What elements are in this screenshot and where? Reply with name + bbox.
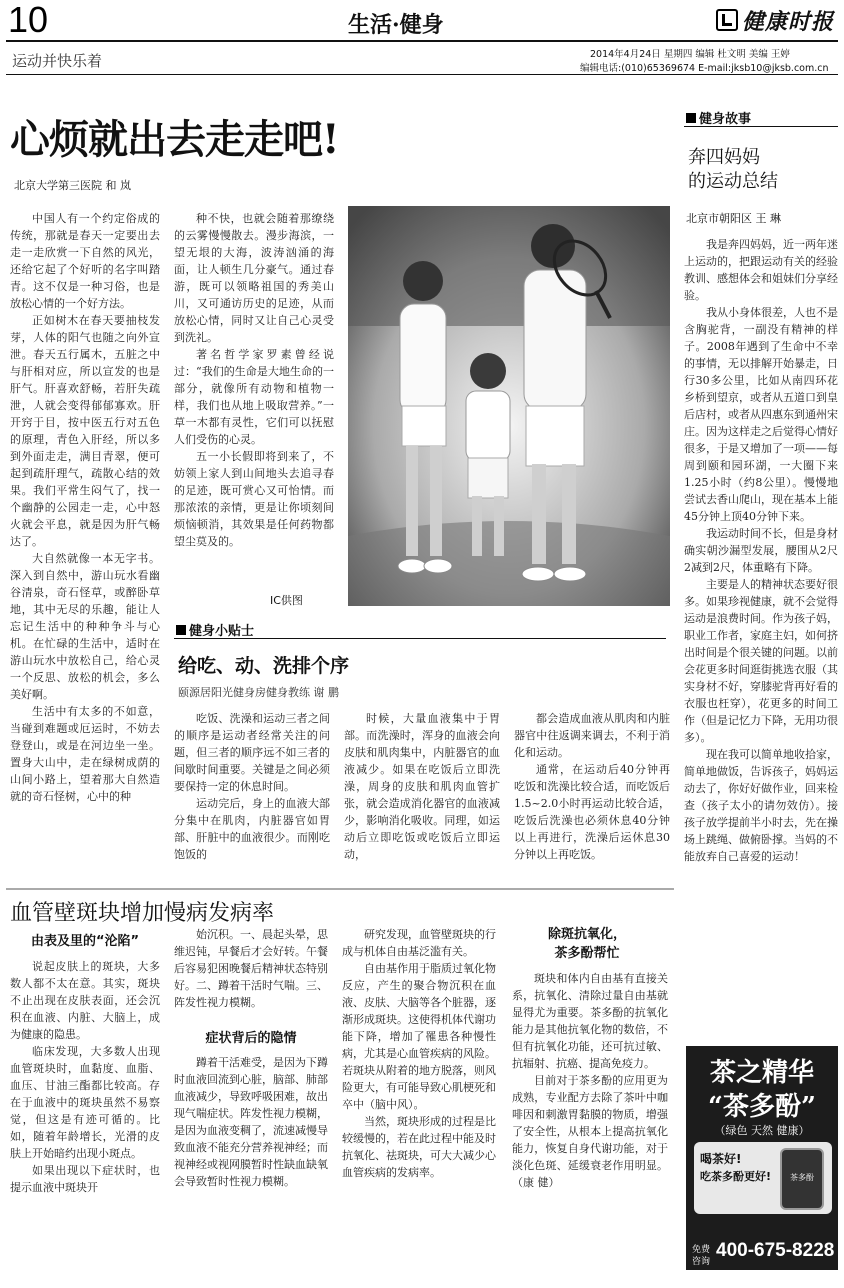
story-label-text: 健身故事 (699, 112, 752, 127)
story-body (684, 236, 838, 1042)
paragraph: 始沉积。一、晨起头晕，思维迟钝，早餐后才会好转。午餐后容易犯困晚餐后精神状态特别好。二、蹲着干活时气喘。三、阵发性视力模糊。 (174, 928, 328, 1009)
paragraph: 时候，大量血液集中于胃部。而洗澡时，浑身的血液会向皮肤和肌肉集中，内脏器官的血液减少。如果在吃饭后立即洗澡，周身的皮肤和肌肉血管扩张，就会造成消化器官的血液减少，影响消化吸收。同理，如运动后立即吃饭或吃饭后立即运动， (344, 712, 500, 861)
family-photo (348, 206, 670, 606)
ad-product: “茶多酚” (708, 1092, 816, 1122)
ad-phone[interactable]: 400-675-8228 (716, 1240, 835, 1261)
header-rule (6, 40, 838, 42)
paragraph: 临床发现，大多数人出现血管斑块时，血黏度、血脂、血压、甘油三酯都比较高。存在于血液中的斑块虽然不易察觉，但这是有迹可循的。比如，随着年龄增长，光滑的皮肤上开始暗约出现小斑点。 (10, 1045, 160, 1160)
tip-label (176, 620, 254, 639)
date-line: 2014年4月24日 星期四 编辑 杜文明 美编 王婷 (590, 49, 790, 60)
plaque-col-2a (174, 926, 328, 1026)
plaque-col-1 (10, 958, 160, 1248)
paragraph: 吃饭、洗澡和运动三者之间的顺序是运动者经常关注的问题，但三者的顺序远不如三者的间歇时间重要。关键是之间必须要保持一定的休息时间。 (174, 712, 330, 793)
paragraph: 蹲着干活难受，是因为下蹲时血液回流到心脏，脑部、肺部血液减少，导致呼吸困难，故出现气喘症状。阵发性视力模糊，是因为血液变稠了，流速减慢导致血液不能充分营养视神经；而视神经或视网膜暂时性缺血缺氧会导致暂时性视力模糊。 (174, 1056, 328, 1188)
ad-bottle-label: 茶多酚 (790, 1173, 814, 1182)
ad-hotline-label-2: 咨询 (692, 1257, 711, 1267)
contact-line: 编辑电话:(010)65369674 E-mail:jksb10@jksb.com.cn (580, 63, 829, 74)
paragraph: 通常，在运动后40分钟再吃饭和洗澡比较合适，而吃饭后1.5~2.0小时再运动比较合适，吃饭后洗澡也必须休息40分钟以上再进行，洗澡后运休息30分钟以上再吃饭。 (514, 763, 670, 861)
main-byline: 北京大学第三医院 和 岚 (14, 179, 131, 192)
paragraph: 目前对于茶多酚的应用更为成熟，专业配方去除了茶叶中咖啡因和刺激胃黏膜的物质，增强了安全性，从根本上提高抗氧化能力，恢复自身代谢功能，对于淡化色斑、延缓衰老作用明显。（康 健） (512, 1074, 668, 1189)
plaque-col-2b (174, 1054, 328, 1246)
paragraph: 说起皮肤上的斑块，大多数人都不太在意。其实，斑块不止出现在皮肤表面，还会沉积在血液、内脏、大脑上，成为健康的隐患。 (10, 960, 160, 1041)
ad-bubble-2: 吃茶多酚更好! (700, 1170, 772, 1183)
tip-col-1 (174, 710, 330, 861)
paper-name: 健康时报 (742, 8, 835, 35)
plaque-headline: 血管壁斑块增加慢病发病率 (10, 901, 275, 926)
plaque-sub-2: 症状背后的隐情 (205, 1031, 297, 1046)
story-title-1: 奔四妈妈 (688, 147, 760, 168)
paragraph: 自由基作用于脂质过氧化物反应，产生的聚合物沉积在血液、皮肤、大脑等各个脏器，逐渐形成斑块。这使得机体代谢功能下降，增加了罹患各种慢性病，尤其是心血管疾病的风险。若斑块从附着的地方脱落，则风险更大，有可能导致心肌梗死和卒中（脑中风）。 (342, 962, 496, 1111)
plaque-sub-3a: 除斑抗氧化， (547, 927, 626, 942)
main-col-2 (174, 210, 334, 590)
ad-box[interactable] (686, 1046, 838, 1270)
plaque-sub-3b: 茶多酚帮忙 (554, 946, 620, 961)
story-title-2: 的运动总结 (688, 171, 778, 192)
plaque-top-rule (6, 888, 674, 890)
main-title: 心烦就出去走走吧! (10, 116, 339, 163)
ad-bottle (780, 1148, 824, 1210)
paragraph: 运动完后，身上的血液大部分集中在肌肉，内脏器官如胃部、肝脏中的血液很少。而刚吃饱饭的 (174, 797, 330, 861)
page-number: 10 (8, 0, 49, 40)
ad-bubble (694, 1142, 832, 1214)
paragraph: 都会造成血液从肌肉和内脏器官中往返调来调去，不利于消化和运动。 (514, 712, 670, 759)
paragraph: 我是奔四妈妈，近一两年迷上运动的，把跟运动有关的经验教训、感想体会和姐妹们分享经验。 (684, 238, 838, 302)
paragraph: 中国人有一个约定俗成的传统，那就是春天一定要出去走一走欣赏一下自然的风光，还给它起了个好听的名字叫踏青。这不仅是一种习俗，也是放松心情的一个好方法。 (10, 212, 160, 310)
logo-mark-icon (716, 9, 738, 31)
tip-byline: 颐源居阳光健身房健身教练 谢 鹏 (178, 686, 339, 699)
paragraph: 研究发现，血管壁斑块的行成与机体自由基泛滥有关。 (342, 928, 496, 958)
paragraph: 著名哲学家罗素曾经说过：“我们的生命是大地生命的一部分，就像所有动物和植物一样，我们也从地上吸取营养。”一草一木都有灵性，它们可以抚慰人们受伤的心灵。 (174, 348, 334, 446)
paragraph: 主要是人的精神状态要好很多。如果珍视健康，就不会觉得运动是浪费时间。作为孩子妈，职业工作者，家庭主妇，如何挤出时间是个很关键的问题。以前会花更多时间逛街挑选衣服（其实身材不好，穿膝驼背再好看的衣服也枉穿），花更多的时间工作（但是记忆力下降，无用功很多）。 (684, 578, 838, 744)
header-rule-2 (6, 74, 838, 75)
paragraph: 生活中有太多的不如意，当碰到难题或厄运时，不妨去登登山，或是在河边坐一坐。置身大山中，走在绿树成荫的山间小路上，望着那大自然造就的奇石怪树，心中的种 (10, 705, 160, 803)
ad-tagline: （绿色 天然 健康） (714, 1124, 810, 1137)
woman-head (403, 261, 443, 301)
tip-label-text: 健身小贴士 (189, 624, 255, 639)
ad-bubble-1: 喝茶好! (700, 1152, 742, 1166)
plaque-col-3 (342, 926, 496, 1246)
tip-col-3 (514, 710, 670, 861)
ad-hotline-label-1: 免费 (692, 1245, 711, 1255)
tip-title: 给吃、动、洗排个序 (178, 655, 350, 677)
paragraph: 如果出现以下症状时，也提示血液中斑块开 (10, 1164, 160, 1194)
square-icon-2 (686, 113, 696, 123)
plaque-sub-1: 由表及里的“沦陷” (30, 934, 140, 949)
paragraph: 正如树木在春天要抽枝发芽，人体的阳气也随之向外宣泄。春天五行属木，五脏之中与肝相对应，所以宣发的也是肝气。肝喜欢舒畅，若肝失疏泄，人就会变得郁郁寡欢。肝开窍于目，按中医五行对五色的原理，青色入肝经，所以多到外面走走，满目青翠，便可起到疏肝理气，疏散心结的效果。我们平常生闷气了，找一个幽静的公园走一走，心中怒火就会平息，就是因为肝气畅达了。 (10, 314, 160, 548)
paragraph: 种不快，也就会随着那缭绕的云雾慢慢散去。漫步海滨，一望无垠的大海，波涛汹涌的海面，让人顿生几分豪气。通过春游，既可以领略祖国的秀美山川，又可通访历史的足迹，从而放松心情，同时又让自己心灵受到洗礼。 (174, 212, 334, 344)
plaque-col-4 (512, 970, 668, 1246)
ad-title: 茶之精华 (709, 1058, 814, 1088)
paragraph: 我运动时间不长，但是身材确实朝沙漏型发展，腰围从2尺2减到2尺，体重略有下降。 (684, 527, 838, 574)
story-byline: 北京市朝阳区 王 琳 (686, 212, 781, 225)
paragraph: 大自然就像一本无字书。深入到自然中，游山玩水看幽谷清泉，奇石怪草，或醉卧草地，其中无尽的乐趣，能让人忘记生活中的种种争斗与心机。在忙碌的生活中，适时在游山玩水中放松自己，给心灵一个反思、放松的机会，多么美好啊。 (10, 552, 160, 701)
square-icon (176, 625, 186, 635)
photo-credit: IC供图 (270, 594, 303, 607)
boy-head (470, 353, 506, 389)
paper-logo (716, 6, 840, 34)
paragraph: 现在我可以简单地收拾家，简单地做饭，告诉孩子，妈妈运动去了，你好好做作业，回来检查（孩子太小的请勿效仿）。接孩子放学提前半小时去，先在操场上跳绳、做俯卧撑。当妈的不能放弃自己喜爱的运动！ (684, 748, 838, 863)
paragraph: 五一小长假即将到来了，不妨领上家人到山间地头去追寻春的足迹，既可赏心又可怡情。而那浓浓的亲情，更是让你顷刻间烦恼顿消，其效果是任何药物都望尘莫及的。 (174, 450, 334, 548)
tip-col-2 (344, 710, 500, 861)
paragraph: 当然，斑块形成的过程是比较缓慢的，若在此过程中能及时抗氧化、祛斑块，可大大减少心血管疾病的发病率。 (342, 1115, 496, 1179)
paragraph: 我从小身体很差，人也不是含胸驼背，一副没有精神的样子。2008年遇到了生命中不幸的事情，无以排解开始暴走，日行30多公里，比如从南四环花乡桥到望京，或者从五道口到皇后店村，或者从四惠东到通州宋庄。因为这样走之后觉得心情好很多，于是又增加了一项——每周到颐和园环湖，一大圈下来1.25小时（约8公里）。慢慢地尝试去香山爬山，现在基本上能45分钟上顶40分钟下来。 (684, 306, 838, 523)
column-name: 运动并快乐着 (12, 52, 103, 70)
section-name: 生活·健身 (348, 12, 444, 38)
paragraph: 斑块和体内自由基有直接关系，抗氧化、清除过量自由基就显得尤为重要。茶多酚的抗氧化能力是其他抗氧化物的数倍，不但有抗氧化功能，还可抗过敏、抗辐射、抗癌、提高免疫力。 (512, 972, 668, 1070)
story-label (686, 108, 751, 127)
